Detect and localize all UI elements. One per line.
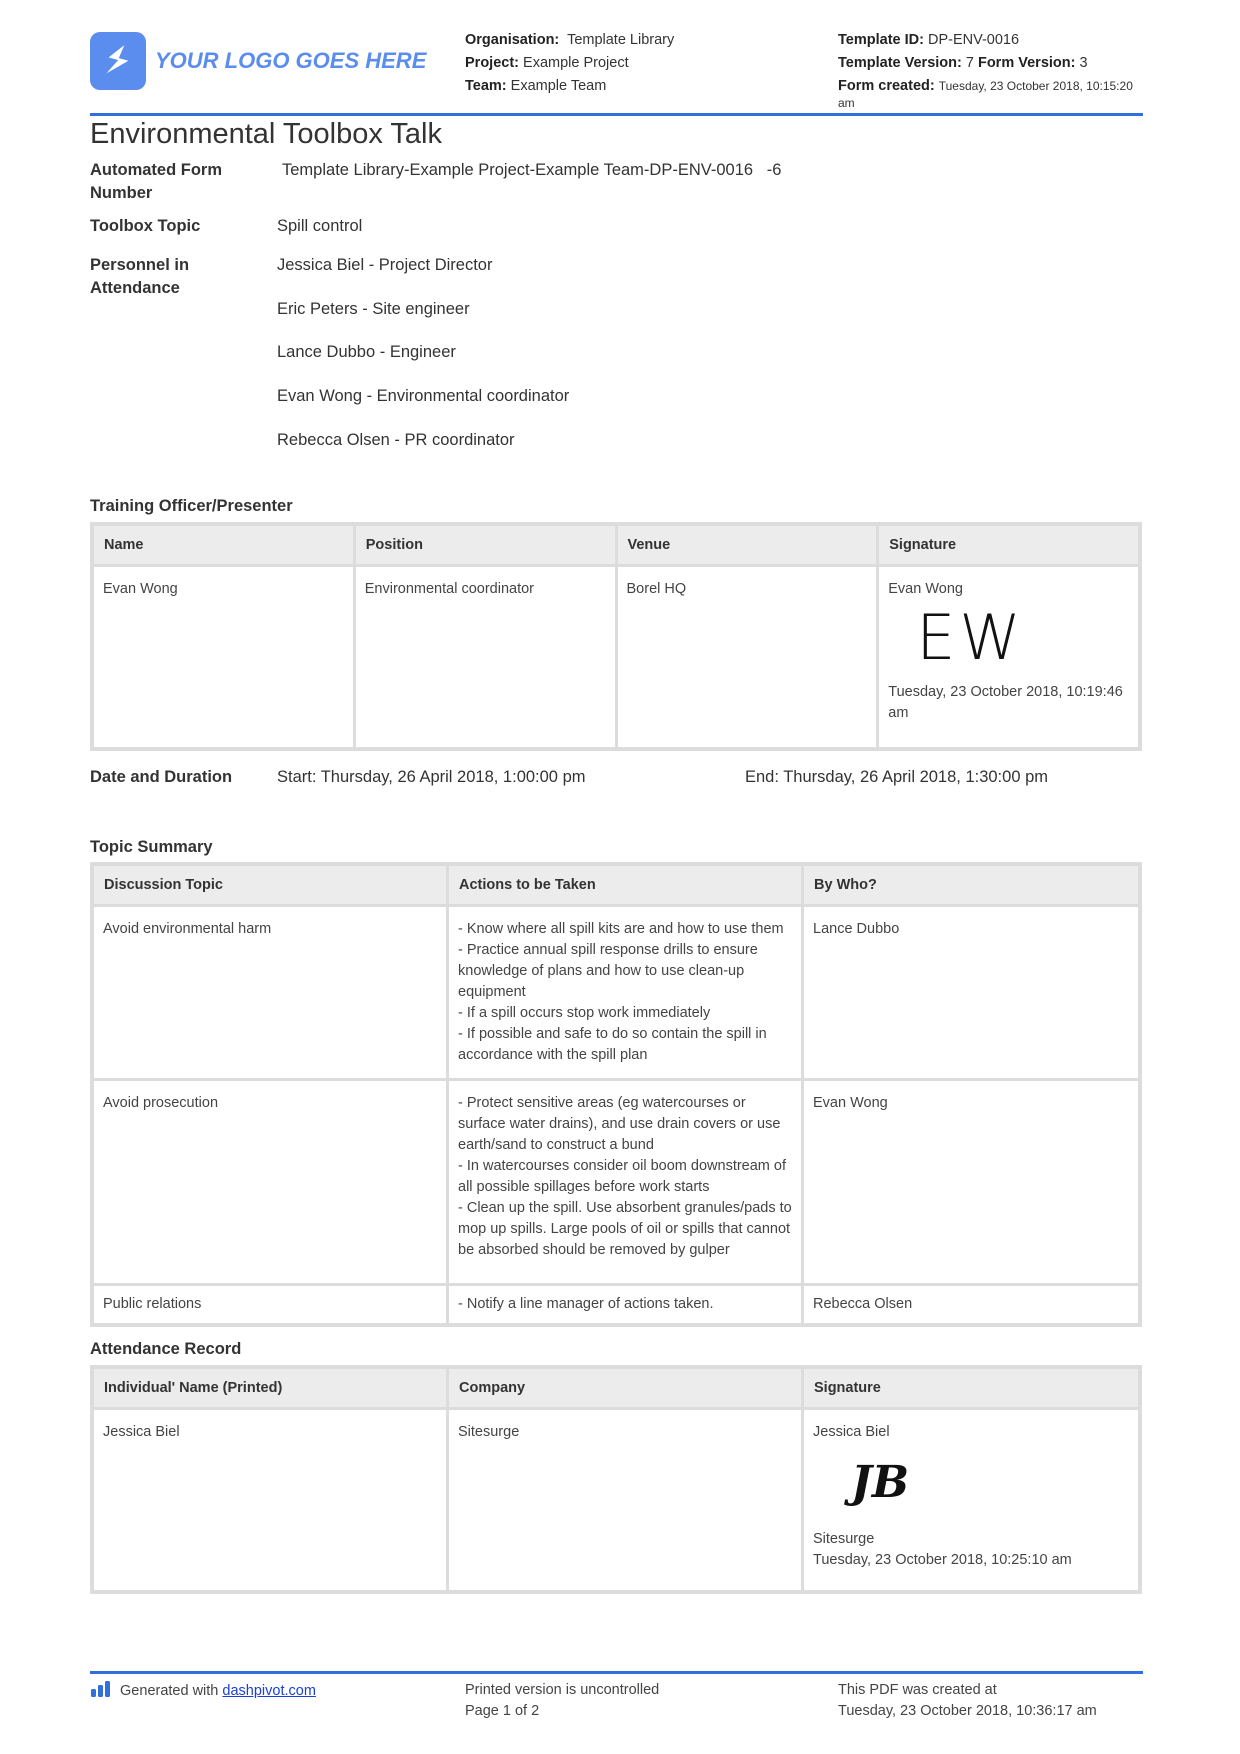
logo xyxy=(90,32,427,90)
footer-created-info xyxy=(838,1680,1097,1722)
table-row xyxy=(94,1081,1138,1283)
discussion-topic: Avoid environmental harm xyxy=(94,907,446,1078)
page-number: Page 1 of 2 xyxy=(465,1703,540,1719)
signature-image: EW xyxy=(916,601,1025,674)
form-version-value: 3 xyxy=(1079,55,1088,71)
signature-name: Evan Wong xyxy=(888,581,963,597)
column-header: Company xyxy=(449,1369,801,1407)
column-header: Signature xyxy=(879,526,1138,564)
trainer-position: Environmental coordinator xyxy=(356,567,615,747)
footer-page-info xyxy=(465,1680,659,1722)
discussion-topic: Avoid prosecution xyxy=(94,1081,446,1283)
table-header-row xyxy=(94,866,1138,904)
header-rule xyxy=(90,113,1143,116)
team-value: Example Team xyxy=(510,78,607,94)
created-timestamp: Tuesday, 23 October 2018, 10:36:17 am xyxy=(838,1703,1097,1719)
dashpivot-icon xyxy=(90,1680,112,1698)
dashpivot-link[interactable]: dashpivot.com xyxy=(222,1683,316,1699)
column-header: Position xyxy=(356,526,615,564)
organisation-value: Template Library xyxy=(567,32,675,48)
template-version-value: 7 xyxy=(965,55,974,71)
summary-section-title: Topic Summary xyxy=(90,838,213,856)
personnel-item: Rebecca Olsen - PR coordinator xyxy=(277,431,515,449)
project-value: Example Project xyxy=(523,55,629,71)
trainer-venue: Borel HQ xyxy=(618,567,877,747)
column-header: By Who? xyxy=(804,866,1138,904)
footer-generated xyxy=(90,1680,316,1702)
footer-rule xyxy=(90,1671,1143,1674)
signature-name: Jessica Biel xyxy=(813,1424,890,1440)
trainer-table xyxy=(90,522,1142,751)
table-row xyxy=(94,907,1138,1078)
column-header: Discussion Topic xyxy=(94,866,446,904)
date-end: End: Thursday, 26 April 2018, 1:30:00 pm xyxy=(745,768,1049,786)
topic-summary-table xyxy=(90,862,1142,1327)
column-header: Signature xyxy=(804,1369,1138,1407)
trainer-signature-cell xyxy=(879,567,1138,747)
attendance-section-title: Attendance Record xyxy=(90,1340,242,1358)
logo-icon xyxy=(90,32,146,90)
column-header: Actions to be Taken xyxy=(449,866,801,904)
by-who: Evan Wong xyxy=(804,1081,1138,1283)
trainer-section-title: Training Officer/Presenter xyxy=(90,497,293,515)
personnel-item: Jessica Biel - Project Director xyxy=(277,256,493,274)
header-org-info: Organisation: Template Library Project: Example Project Team: Example Team xyxy=(465,32,675,94)
column-header: Name xyxy=(94,526,353,564)
attendee-signature-cell xyxy=(804,1410,1138,1590)
uncontrolled-note: Printed version is uncontrolled xyxy=(465,1682,660,1698)
signature-company: Sitesurge xyxy=(813,1531,875,1547)
form-created-value: Tuesday, 23 October 2018, 10:15:20 am xyxy=(838,79,1133,110)
table-row xyxy=(94,1286,1138,1323)
actions: - Notify a line manager of actions taken. xyxy=(449,1286,801,1323)
date-label: Date and Duration xyxy=(90,768,233,786)
personnel-item: Lance Dubbo - Engineer xyxy=(277,343,456,361)
personnel-label: Personnel in Attendance xyxy=(90,256,190,297)
actions: - Know where all spill kits are and how to use them - Practice annual spill response drills to ensure knowledge of plans and how to use clean-up equipment - If a spill occurs stop work immediately - If possible and safe to do so contain the spill in accordance with the spill plan xyxy=(449,907,801,1078)
page-title: Environmental Toolbox Talk xyxy=(90,118,442,150)
discussion-topic: Public relations xyxy=(94,1286,446,1323)
column-header: Venue xyxy=(618,526,877,564)
personnel-item: Evan Wong - Environmental coordinator xyxy=(277,387,570,405)
form-number-label: Automated Form Number xyxy=(90,161,222,202)
trainer-name: Evan Wong xyxy=(94,567,353,747)
table-header-row xyxy=(94,526,1138,564)
column-header: Individual' Name (Printed) xyxy=(94,1369,446,1407)
form-number-value: Template Library-Example Project-Example Team-DP-ENV-0016 -6 xyxy=(282,161,782,179)
attendee-name: Jessica Biel xyxy=(94,1410,446,1590)
by-who: Lance Dubbo xyxy=(804,907,1138,1078)
personnel-item: Eric Peters - Site engineer xyxy=(277,300,470,318)
actions: - Protect sensitive areas (eg watercourses or surface water drains), and use drain covers or use earth/sand to construct a bund - In watercourses consider oil boom downstream of all possible spillages before work starts - Clean up the spill. Use absorbent granules/pads to mop up spills. Large pools of oil or spills that cannot be absorbed should be removed by gulper xyxy=(449,1081,801,1283)
generated-text: Generated with xyxy=(120,1683,219,1699)
header-template-info: Template ID: DP-ENV-0016 Template Version: 7 Form Version: 3 Form created: Tuesday, 23 October 2018, 10:15:20 am xyxy=(838,32,1133,110)
topic-label: Toolbox Topic xyxy=(90,217,201,235)
signature-timestamp: Tuesday, 23 October 2018, 10:19:46 am xyxy=(888,684,1123,721)
signature-timestamp: Tuesday, 23 October 2018, 10:25:10 am xyxy=(813,1552,1072,1568)
table-row xyxy=(94,1410,1138,1590)
created-label: This PDF was created at xyxy=(838,1682,997,1698)
table-row xyxy=(94,567,1138,747)
template-id-value: DP-ENV-0016 xyxy=(927,32,1020,48)
date-start: Start: Thursday, 26 April 2018, 1:00:00 pm xyxy=(277,768,586,786)
by-who: Rebecca Olsen xyxy=(804,1286,1138,1323)
topic-value: Spill control xyxy=(277,217,363,235)
table-header-row xyxy=(94,1369,1138,1407)
attendance-table xyxy=(90,1365,1142,1594)
attendee-company: Sitesurge xyxy=(449,1410,801,1590)
logo-text: YOUR LOGO GOES HERE xyxy=(155,48,427,73)
signature-image: JB xyxy=(851,1457,910,1508)
